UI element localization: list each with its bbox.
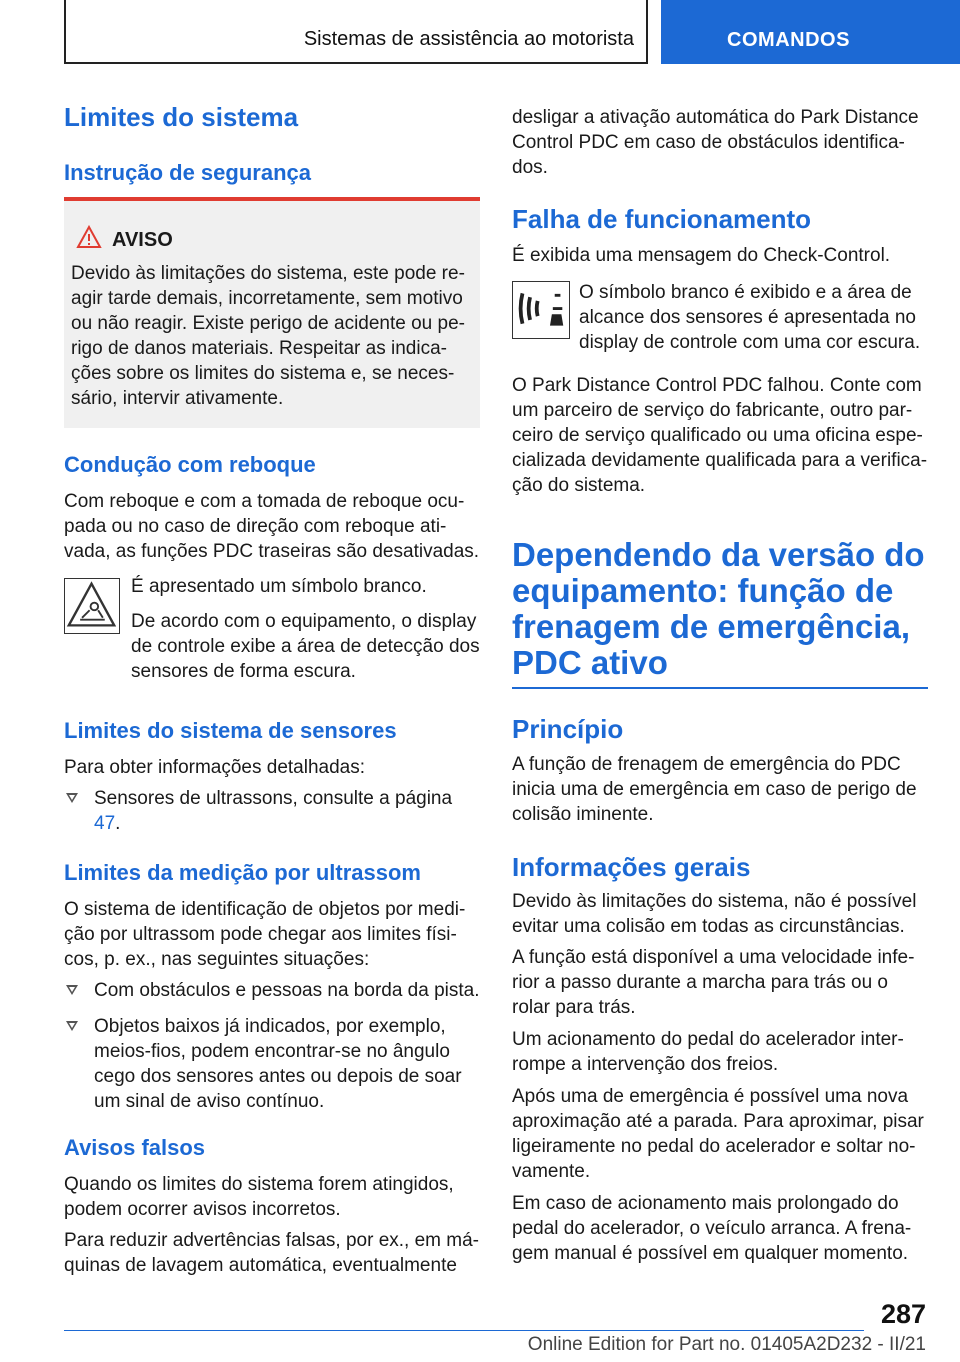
heading-ultrasound: Limites da medição por ultrassom bbox=[64, 860, 421, 885]
malfunction-text: O Park Distance Control PDC falhou. Conte com um parceiro de serviço do fabricante, outro par‐ceiro de serviço qualificado ou uma oficina espe‐cializada devidamente qualificada para a verifica‐ção do sistema. bbox=[512, 375, 928, 496]
ultrasound-text: O sistema de identificação de objetos por medi‐ção por ultrassom pode chegar aos limites físi‐cos, p. ex., nas seguintes situações: bbox=[64, 899, 466, 970]
ultrasound-bullet-list bbox=[64, 978, 482, 1125]
heading-rule bbox=[512, 687, 928, 689]
warning-triangle-icon bbox=[76, 225, 102, 249]
heading-malfunction: Falha de funcionamento bbox=[512, 204, 812, 234]
principle-text: A função de frenagem de emergência do PDC inicia uma de emergência em caso de perigo de colisão iminente. bbox=[512, 754, 917, 825]
warning-box bbox=[64, 197, 480, 428]
heading-principle: Princípio bbox=[512, 714, 624, 744]
page-link[interactable]: 47 bbox=[94, 813, 116, 834]
heading-safety: Instrução de segurança bbox=[64, 160, 311, 185]
towing-text: Com reboque e com a tomada de reboque ocu‐pada ou no caso de direção com reboque ati‐vada, as funções PDC traseiras são desativadas. bbox=[64, 491, 480, 562]
general-paragraph-1: Devido às limitações do sistema, não é possível evitar uma colisão em todas as circunstâncias. bbox=[512, 891, 917, 937]
bullet-triangle-icon bbox=[66, 1021, 78, 1031]
footer-edition: Online Edition for Part no. 01405A2D232 - II/21 bbox=[527, 1334, 926, 1355]
heading-limits: Limites do sistema bbox=[64, 102, 299, 132]
false-text-1: Quando os limites do sistema forem atingidos, podem ocorrer avisos incorretos. bbox=[64, 1174, 454, 1220]
malfunction-message: É exibida uma mensagem do Check-Control. bbox=[512, 245, 891, 266]
general-paragraph-2: A função está disponível a uma velocidade infe‐rior a passo durante a marcha para trás ou o rolar para trás. bbox=[512, 947, 915, 1018]
chapter-tab-label: COMANDOS bbox=[727, 29, 850, 51]
general-paragraph-5: Em caso de acionamento mais prolongado do pedal do acelerador, o veículo arranca. A frena‐gem manual é possível em qualquer momento. bbox=[512, 1193, 912, 1264]
list-item bbox=[64, 786, 482, 836]
towing-symbol-text: É apresentado um símbolo branco. bbox=[131, 576, 427, 597]
heading-sensor-limits: Limites do sistema de sensores bbox=[64, 718, 397, 743]
page-number: 287 bbox=[880, 1299, 926, 1329]
towing-display-text: De acordo com o equipamento, o display de controle exibe a área de detecção dos sensores de forma escura. bbox=[131, 611, 480, 682]
false-text-2: Para reduzir advertências falsas, por ex., em má‐quinas de lavagem automática, eventualmente bbox=[64, 1230, 480, 1276]
general-paragraph-3: Um acionamento do pedal do acelerador inter‐rompe a intervenção dos freios. bbox=[512, 1029, 904, 1075]
sensor-bullet-text: Sensores de ultrassons, consulte a página bbox=[94, 788, 453, 809]
bullet-triangle-icon bbox=[66, 793, 78, 803]
section-title: Sistemas de assistência ao motorista bbox=[303, 28, 634, 50]
warning-title: AVISO bbox=[112, 229, 173, 251]
heading-main: Dependendo da versão do equipamento: função de frenagem de emergência, PDC ativo bbox=[512, 536, 925, 681]
continued-text: desligar a ativação automática do Park Distance Control PDC em caso de obstáculos identifica‐dos. bbox=[512, 107, 919, 178]
warning-text: Devido às limitações do sistema, este pode re‐agir tarde demais, incorretamente, sem motivo ou não reagir. Existe perigo de acidente ou pe‐rigo de danos materiais. Respeitar as indica‐ções sobre os limites do sistema e, se neces‐sário, intervir ativamente. bbox=[71, 263, 465, 409]
heading-towing: Condução com reboque bbox=[64, 452, 316, 477]
trailer-warning-icon bbox=[64, 578, 120, 634]
bullet-triangle-icon bbox=[66, 985, 78, 995]
header-section-box bbox=[64, 0, 648, 64]
pdc-sensor-icon bbox=[512, 281, 570, 339]
heading-general: Informações gerais bbox=[512, 852, 751, 882]
general-paragraph-4: Após uma de emergência é possível uma nova aproximação até a parada. Para aproximar, pisar ligeiramente no pedal do acelerador e soltar no‐vamente. bbox=[512, 1086, 924, 1182]
heading-false-warnings: Avisos falsos bbox=[64, 1135, 206, 1160]
list-item: Com obstáculos e pessoas na borda da pista. bbox=[64, 978, 482, 1003]
chapter-tab[interactable] bbox=[661, 0, 960, 64]
footer-rule bbox=[64, 1330, 864, 1331]
sensor-bullet-list bbox=[64, 786, 482, 847]
sensor-intro: Para obter informações detalhadas: bbox=[64, 757, 366, 778]
malfunction-symbol-text: O símbolo branco é exibido e a área de alcance dos sensores é apresentada no display de controle com uma cor escura. bbox=[579, 282, 921, 353]
sensor-period: . bbox=[115, 813, 121, 834]
list-item: Objetos baixos já indicados, por exemplo, meios-fios, podem encontrar-se no ângulo cego dos sensores antes ou depois de soar um sinal de aviso contínuo. bbox=[64, 1014, 482, 1114]
